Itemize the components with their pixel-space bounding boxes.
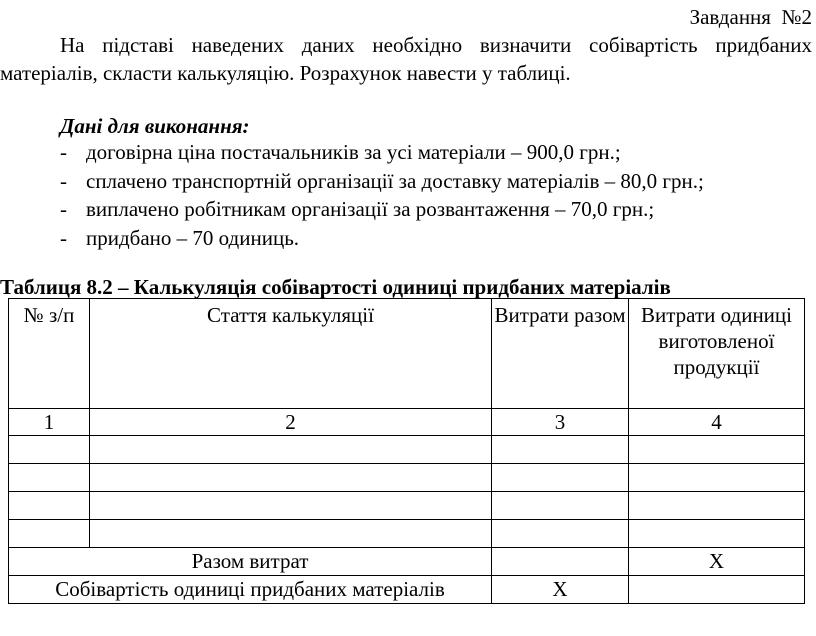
unit-cost-label: Собівартість одиниці придбаних матеріалів bbox=[9, 576, 492, 604]
list-marker: - bbox=[60, 225, 67, 250]
unit-cost-value-cell[interactable] bbox=[629, 576, 805, 604]
list-marker: - bbox=[60, 140, 67, 164]
data-item-text: придбано – 70 одиниць. bbox=[86, 225, 300, 250]
header-number: № з/п bbox=[9, 299, 90, 409]
column-number: 2 bbox=[90, 409, 492, 436]
table-cell[interactable] bbox=[90, 520, 492, 548]
table-cell[interactable] bbox=[492, 464, 629, 492]
header-item: Стаття калькуляції bbox=[90, 299, 492, 409]
column-number: 1 bbox=[9, 409, 90, 436]
unit-cost-total-cell: X bbox=[492, 576, 629, 604]
table-row bbox=[9, 492, 805, 520]
column-number: 3 bbox=[492, 409, 629, 436]
data-item bbox=[60, 224, 800, 253]
table-cell[interactable] bbox=[9, 520, 90, 548]
data-list bbox=[60, 138, 800, 252]
table-cell[interactable] bbox=[629, 436, 805, 464]
table-row bbox=[9, 464, 805, 492]
table-row bbox=[9, 436, 805, 464]
total-unit-cell: X bbox=[629, 548, 805, 576]
task-number: Завдання №2 bbox=[689, 5, 812, 29]
table-cell[interactable] bbox=[629, 520, 805, 548]
data-item-text: сплачено транспортній організації за доставку матеріалів – 80,0 грн.; bbox=[86, 168, 704, 193]
table-cell[interactable] bbox=[492, 436, 629, 464]
column-number: 4 bbox=[629, 409, 805, 436]
column-number-row bbox=[9, 409, 805, 436]
data-item bbox=[60, 167, 800, 196]
total-row bbox=[9, 548, 805, 576]
table-cell[interactable] bbox=[90, 492, 492, 520]
table-cell[interactable] bbox=[492, 520, 629, 548]
table-cell[interactable] bbox=[9, 492, 90, 520]
data-item-text: виплачено робітникам організації за розвантаження – 70,0 грн.; bbox=[86, 197, 655, 221]
table-cell[interactable] bbox=[90, 436, 492, 464]
table-cell[interactable] bbox=[90, 464, 492, 492]
data-item-text: договірна ціна постачальників за усі матеріали – 900,0 грн.; bbox=[86, 140, 621, 164]
table-header-row bbox=[9, 299, 805, 409]
unit-cost-row bbox=[9, 576, 805, 604]
list-marker: - bbox=[60, 168, 67, 193]
header-total-cost: Витрати разом bbox=[492, 299, 629, 409]
data-item bbox=[60, 138, 800, 167]
table-cell[interactable] bbox=[629, 492, 805, 520]
table-cell[interactable] bbox=[9, 436, 90, 464]
list-marker: - bbox=[60, 197, 67, 221]
table-cell[interactable] bbox=[629, 464, 805, 492]
header-unit-cost: Витрати одиниці виготовленої продукції bbox=[629, 299, 805, 409]
table-caption: Таблиця 8.2 – Калькуляція собівартості одиниці придбаних матеріалів bbox=[0, 275, 671, 299]
table-row bbox=[9, 520, 805, 548]
data-item bbox=[60, 195, 800, 224]
calculation-table bbox=[8, 298, 805, 604]
data-heading: Дані для виконання: bbox=[60, 114, 250, 138]
total-cost-cell[interactable] bbox=[492, 548, 629, 576]
task-description: На підставі наведених даних необхідно визначити собівартість придбаних матеріалів, скласти калькуляцію. Розрахунок навести у таблиці. bbox=[0, 33, 812, 85]
table-cell[interactable] bbox=[492, 492, 629, 520]
total-label: Разом витрат bbox=[9, 548, 492, 576]
table-cell[interactable] bbox=[9, 464, 90, 492]
